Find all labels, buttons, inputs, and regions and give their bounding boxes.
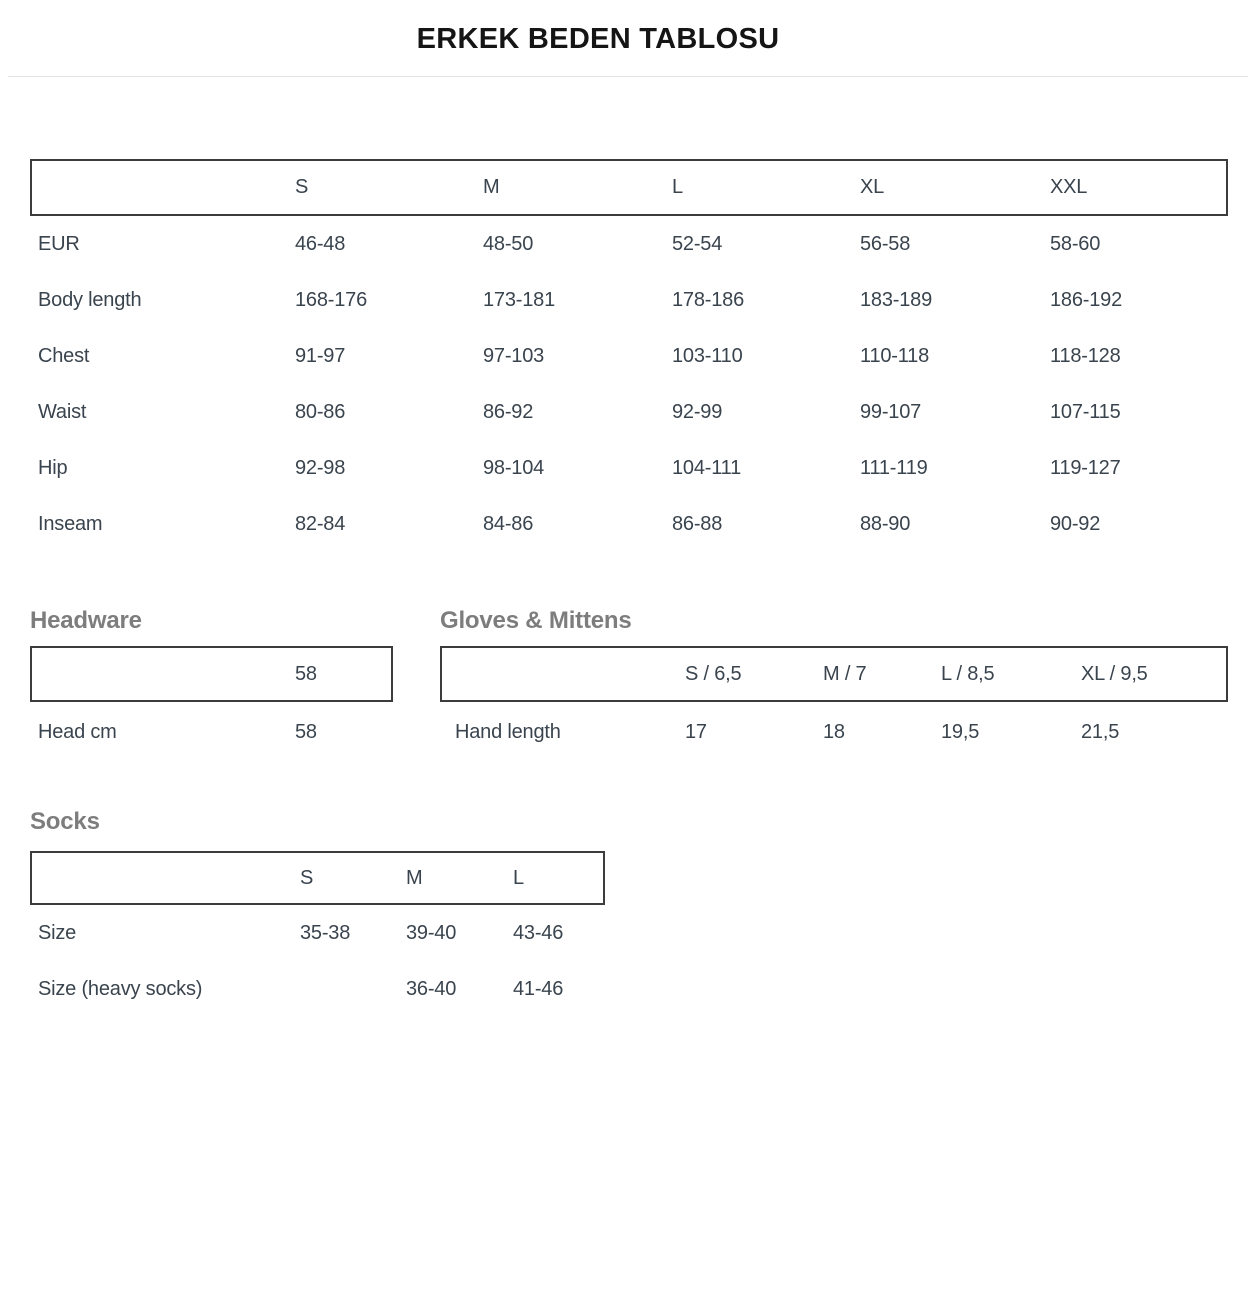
table-row-waist: [30, 384, 1228, 440]
row-label: EUR: [38, 232, 80, 255]
gloves-header-col-l: L / 8,5: [941, 662, 995, 685]
row-label: Chest: [38, 344, 90, 367]
cell: 41-46: [513, 977, 564, 1000]
gloves-header-col-m: M / 7: [823, 662, 867, 685]
main-header-col-xxl: XXL: [1050, 176, 1088, 198]
headware-title: Headware: [30, 607, 142, 634]
cell: 86-92: [483, 400, 534, 423]
table-row-head-cm: [30, 702, 393, 762]
cell: 82-84: [295, 512, 346, 535]
cell: 58-60: [1050, 232, 1101, 255]
cell: 88-90: [860, 512, 911, 535]
cell: 107-115: [1050, 400, 1121, 423]
cell: 21,5: [1081, 720, 1120, 743]
cell: 36-40: [406, 977, 457, 1000]
cell: 168-176: [295, 288, 367, 311]
cell: 97-103: [483, 344, 545, 367]
row-label: Body length: [38, 288, 142, 311]
row-label: Inseam: [38, 512, 103, 535]
table-row-size: [30, 905, 605, 961]
cell: 56-58: [860, 232, 911, 255]
main-header-col-l: L: [672, 176, 683, 198]
socks-table: [30, 807, 1228, 1017]
main-header-col-m: M: [483, 176, 500, 198]
cell: 80-86: [295, 400, 346, 423]
cell: 103-110: [672, 344, 743, 367]
cell: 173-181: [483, 288, 555, 311]
cell: 98-104: [483, 456, 545, 479]
table-row-chest: [30, 328, 1228, 384]
cell: 39-40: [406, 921, 457, 944]
gloves-header-row: [440, 646, 1228, 702]
cell: 92-98: [295, 456, 346, 479]
cell: 86-88: [672, 512, 723, 535]
cell: 118-128: [1050, 344, 1121, 367]
table-row-inseam: [30, 496, 1228, 552]
row-label: Size: [38, 921, 77, 944]
cell: 90-92: [1050, 512, 1101, 535]
table-row-hand-length: [440, 702, 1228, 762]
gloves-mittens-table: [440, 606, 1228, 762]
cell: 46-48: [295, 232, 346, 255]
cell: 186-192: [1050, 288, 1122, 311]
main-table-header-row: [30, 159, 1228, 216]
socks-header-col-s: S: [300, 866, 314, 889]
headware-table: [30, 606, 393, 762]
socks-header-col-m: M: [406, 866, 423, 889]
table-row-hip: [30, 440, 1228, 496]
cell: 111-119: [860, 456, 928, 479]
socks-title: Socks: [30, 808, 100, 835]
cell: 19,5: [941, 720, 980, 743]
main-header-col-xl: XL: [860, 176, 885, 198]
gloves-header-col-xl: XL / 9,5: [1081, 662, 1148, 685]
cell: 91-97: [295, 344, 346, 367]
row-label: Size (heavy socks): [38, 977, 203, 1000]
socks-header-col-l: L: [513, 866, 524, 889]
cell: 183-189: [860, 288, 932, 311]
table-row-eur: [30, 216, 1228, 272]
cell: 43-46: [513, 921, 564, 944]
row-label: Head cm: [38, 720, 117, 743]
cell: 58: [295, 720, 317, 743]
cell: 92-99: [672, 400, 723, 423]
headware-gloves-row: [30, 606, 1228, 762]
gloves-header-col-s: S / 6,5: [685, 662, 742, 685]
table-row-size-heavy-socks: [30, 961, 605, 1017]
row-label: Hip: [38, 456, 68, 479]
cell: 35-38: [300, 921, 351, 944]
cell: 104-111: [672, 456, 742, 479]
main-size-table: [30, 159, 1228, 552]
title-divider: [8, 76, 1248, 77]
socks-header-row: [30, 851, 605, 905]
cell: 119-127: [1050, 456, 1121, 479]
row-label: Hand length: [455, 720, 561, 743]
table-row-body-length: [30, 272, 1228, 328]
cell: 52-54: [672, 232, 723, 255]
gloves-title: Gloves & Mittens: [440, 607, 632, 634]
cell: 48-50: [483, 232, 534, 255]
main-header-col-s: S: [295, 176, 309, 198]
cell: 99-107: [860, 400, 922, 423]
cell: 17: [685, 720, 707, 743]
headware-header-size: 58: [295, 662, 317, 685]
cell: 178-186: [672, 288, 744, 311]
headware-header-row: [30, 646, 393, 702]
size-chart-content: [30, 159, 1228, 1017]
row-label: Waist: [38, 400, 87, 423]
cell: 110-118: [860, 344, 930, 367]
cell: 18: [823, 720, 845, 743]
cell: 84-86: [483, 512, 534, 535]
page-title: ERKEK BEDEN TABLOSU: [416, 23, 780, 55]
